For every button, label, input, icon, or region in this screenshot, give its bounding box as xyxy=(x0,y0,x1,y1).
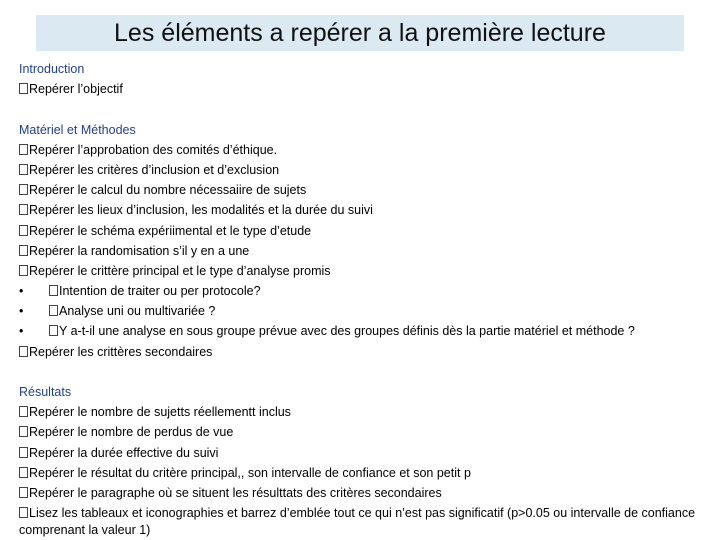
checklist-item: Repérer l’approbation des comités d’éthique. xyxy=(19,140,719,160)
checkbox-icon xyxy=(49,285,58,296)
sub-bullet-item: • Y a-t-il une analyse en sous groupe prévue avec des groupes définis dès la partie matériel et méthode ? xyxy=(19,321,719,341)
checkbox-icon xyxy=(19,426,28,437)
checklist-item: Repérer l’objectif xyxy=(19,79,719,99)
checkbox-icon xyxy=(19,83,28,94)
checklist-item: Repérer la randomisation s’il y en a une xyxy=(19,241,719,261)
checkbox-icon xyxy=(19,245,28,256)
checklist-item: Repérer les lieux d’inclusion, les modalités et la durée du suivi xyxy=(19,200,719,220)
checklist-item: Repérer le paragraphe où se situent les résulttats des critères secondaires xyxy=(19,483,719,503)
checkbox-icon xyxy=(19,467,28,478)
sub-bullet-item: • Analyse uni ou multivariée ? xyxy=(19,301,719,321)
bullet-icon: • xyxy=(19,304,24,319)
checklist-item: Repérer le schéma expériimental et le type d’etude xyxy=(19,221,719,241)
checklist-item: Repérer le nombre de sujetts réellementt inclus xyxy=(19,402,719,422)
section-heading-methods: Matériel et Méthodes xyxy=(19,122,136,137)
checklist-item: Repérer les critères d’inclusion et d’exclusion xyxy=(19,160,719,180)
checklist-item: Repérer la durée effective du suivi xyxy=(19,443,719,463)
checkbox-icon xyxy=(19,184,28,195)
checkbox-icon xyxy=(19,225,28,236)
checkbox-icon xyxy=(19,204,28,215)
title-banner xyxy=(36,15,684,51)
bullet-icon: • xyxy=(19,284,24,299)
checkbox-icon xyxy=(19,447,28,458)
sub-bullet-item: • Intention de traiter ou per protocole? xyxy=(19,281,719,301)
checklist-item: Repérer les crittères secondaires xyxy=(19,342,719,362)
checkbox-icon xyxy=(19,487,28,498)
checklist-item: Repérer le résultat du critère principal,, son intervalle de confiance et son petit p xyxy=(19,463,719,483)
section-heading-results: Résultats xyxy=(19,385,72,399)
checklist-item: Lisez les tableaux et iconographies et barrez d’emblée tout ce qui n’est pas significatif (p>0.05 ou intervalle de confiance comprenant la valeur 1) xyxy=(19,506,696,538)
checkbox-icon xyxy=(19,265,28,276)
checkbox-icon xyxy=(19,346,28,357)
bullet-icon: • xyxy=(19,324,24,339)
checkbox-icon xyxy=(19,507,28,518)
checkbox-icon xyxy=(19,406,28,417)
page-title: Les éléments a repérer a la première lecture xyxy=(114,18,606,47)
section-heading-introduction: Introduction xyxy=(19,62,85,76)
checklist-content xyxy=(19,59,719,539)
checkbox-icon xyxy=(19,144,28,155)
checklist-item: Repérer le calcul du nombre nécessaiire de sujets xyxy=(19,180,719,200)
checklist-item: Repérer le nombre de perdus de vue xyxy=(19,422,719,442)
checkbox-icon xyxy=(19,164,28,175)
checklist-item: Repérer le crittère principal et le type d’analyse promis xyxy=(19,261,719,281)
checkbox-icon xyxy=(49,305,58,316)
checkbox-icon xyxy=(49,325,58,336)
